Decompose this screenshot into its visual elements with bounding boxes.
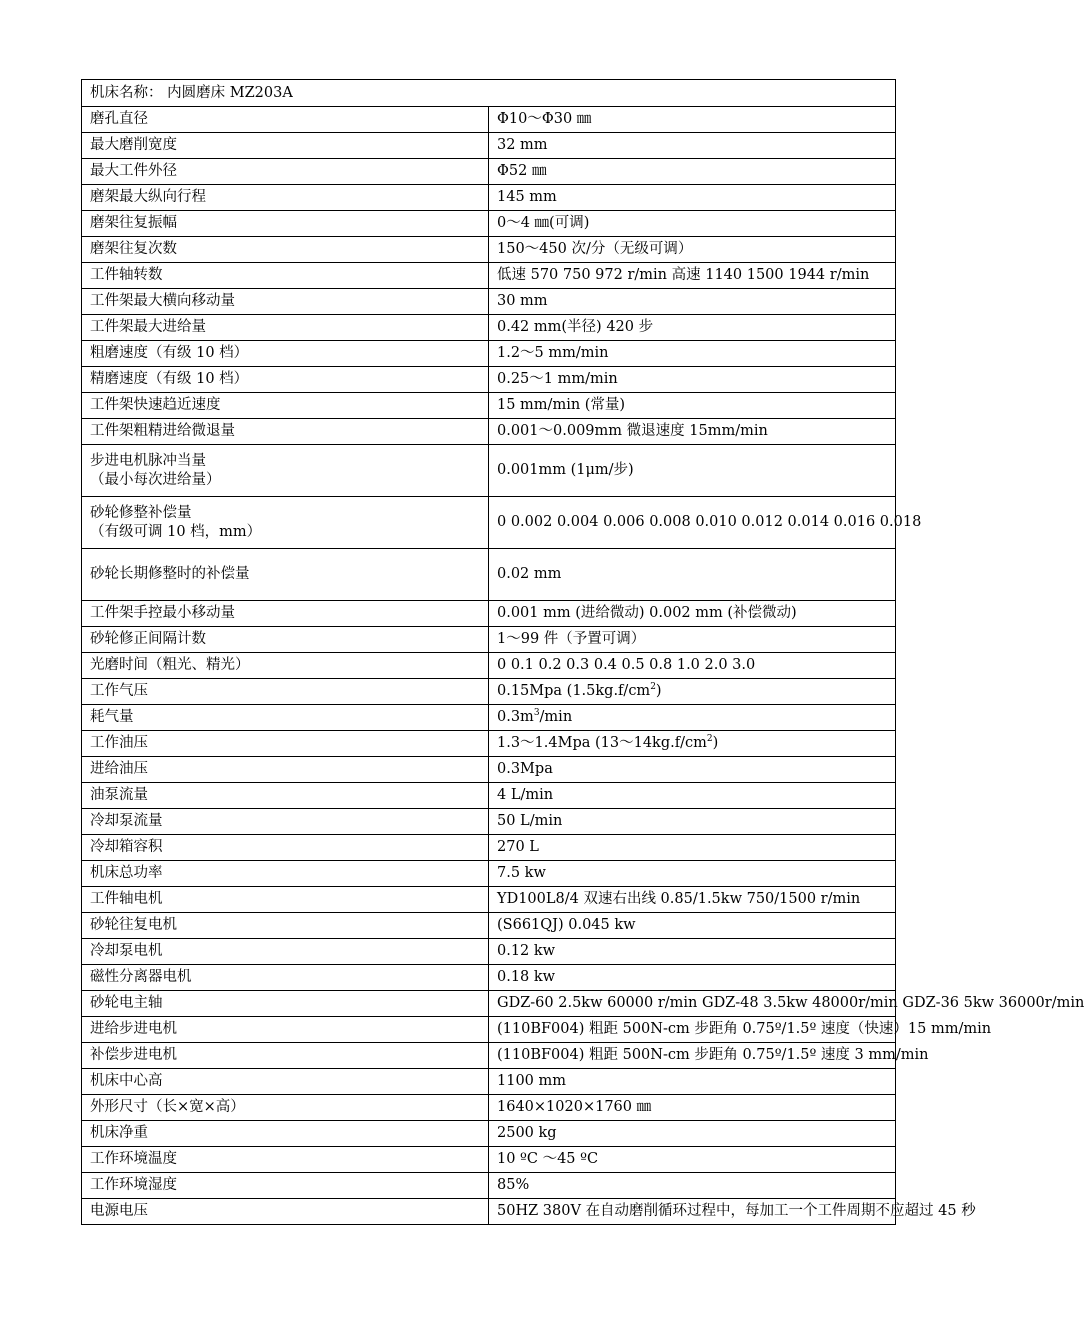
spec-label-subtext: （最小每次进给量） bbox=[90, 471, 221, 488]
spec-label bbox=[82, 237, 489, 263]
spec-label bbox=[82, 653, 489, 679]
spec-value-text: Φ52 ㎜ bbox=[497, 163, 547, 179]
superscript: 2 bbox=[650, 682, 656, 693]
spec-value-tail: /min bbox=[539, 709, 573, 725]
table-row bbox=[82, 393, 896, 419]
spec-table-body bbox=[82, 80, 1084, 1225]
spec-value bbox=[489, 159, 896, 185]
spec-value bbox=[489, 965, 896, 991]
spec-label bbox=[82, 211, 489, 237]
spec-value bbox=[489, 133, 896, 159]
spec-value-text: 0～4 ㎜(可调) bbox=[497, 215, 590, 231]
spec-value bbox=[489, 289, 896, 315]
spec-value-text: 0.15Mpa (1.5kg.f/cm bbox=[497, 683, 651, 699]
spec-value bbox=[489, 1017, 992, 1043]
spec-label bbox=[82, 809, 489, 835]
table-row bbox=[82, 1069, 896, 1095]
spec-value bbox=[489, 991, 1084, 1017]
table-row bbox=[82, 1173, 896, 1199]
spec-value bbox=[489, 419, 896, 445]
spec-label-text: 工件架最大进给量 bbox=[90, 319, 206, 335]
spec-value-text: 50 L/min bbox=[497, 813, 563, 829]
spec-label-text: 进给油压 bbox=[90, 761, 148, 777]
spec-label bbox=[82, 731, 489, 757]
spec-label bbox=[82, 1199, 489, 1225]
spec-label-text: 工作气压 bbox=[90, 683, 148, 699]
spec-label bbox=[82, 367, 489, 393]
spec-label-text: 工作环境湿度 bbox=[90, 1177, 177, 1193]
spec-label-text: 冷却泵电机 bbox=[90, 943, 163, 959]
spec-label-text: 补偿步进电机 bbox=[90, 1047, 177, 1063]
spec-value-text: (110BF004) 粗距 500N-cm 步距角 0.75º/1.5º 速度 3 mm/min bbox=[497, 1047, 929, 1063]
spec-label bbox=[82, 991, 489, 1017]
spec-value-text: 1100 mm bbox=[497, 1073, 567, 1089]
spec-value-text: 145 mm bbox=[497, 189, 557, 205]
spec-label-text: 磨孔直径 bbox=[90, 111, 148, 127]
spec-label-text: 冷却泵流量 bbox=[90, 813, 163, 829]
spec-label-text: 工作油压 bbox=[90, 735, 148, 751]
spec-value bbox=[489, 887, 896, 913]
spec-value-text: 低速 570 750 972 r/min 高速 1140 1500 1944 r/min bbox=[497, 267, 870, 283]
spec-value-text: 7.5 kw bbox=[497, 865, 546, 881]
spec-value-text: 4 L/min bbox=[497, 787, 554, 803]
spec-label bbox=[82, 393, 489, 419]
spec-value-text: 0.25～1 mm/min bbox=[497, 371, 618, 387]
spec-label-text: 工件轴电机 bbox=[90, 891, 163, 907]
spec-label bbox=[82, 705, 489, 731]
spec-label bbox=[82, 1043, 489, 1069]
table-row bbox=[82, 419, 896, 445]
spec-value-text: 50HZ 380V 在自动磨削循环过程中，每加工一个工件周期不应超过 45 秒 bbox=[497, 1203, 976, 1219]
table-row bbox=[82, 913, 896, 939]
spec-label-text: 进给步进电机 bbox=[90, 1021, 177, 1037]
spec-value bbox=[489, 835, 896, 861]
spec-label-subtext: （有级可调 10 档，mm） bbox=[90, 523, 262, 540]
table-row bbox=[82, 939, 896, 965]
spec-label bbox=[82, 315, 489, 341]
spec-label-text: 砂轮往复电机 bbox=[90, 917, 177, 933]
spec-value-text: 0.18 kw bbox=[497, 969, 556, 985]
spec-value bbox=[489, 445, 896, 497]
table-row bbox=[82, 601, 896, 627]
table-row bbox=[82, 783, 896, 809]
spec-label-text: 磨架最大纵向行程 bbox=[90, 189, 206, 205]
spec-value-text: 0 0.002 0.004 0.006 0.008 0.010 0.012 0.014 0.016 0.018 bbox=[497, 514, 922, 530]
table-row bbox=[82, 965, 896, 991]
spec-value bbox=[489, 861, 896, 887]
spec-label bbox=[82, 497, 489, 549]
spec-label bbox=[82, 1095, 489, 1121]
spec-value-tail: ) bbox=[712, 735, 719, 751]
spec-value-text: 1.2～5 mm/min bbox=[497, 345, 609, 361]
spec-label bbox=[82, 1121, 489, 1147]
spec-label-text: 磨架往复振幅 bbox=[90, 215, 177, 231]
table-row bbox=[82, 1017, 896, 1043]
spec-label-text: 冷却箱容积 bbox=[90, 839, 163, 855]
spec-label-text: 工件架快速趋近速度 bbox=[90, 397, 221, 413]
spec-value-tail: ) bbox=[655, 683, 662, 699]
spec-label-text: 机床中心高 bbox=[90, 1073, 163, 1089]
table-row bbox=[82, 159, 896, 185]
spec-label bbox=[82, 627, 489, 653]
table-row bbox=[82, 861, 896, 887]
table-row bbox=[82, 757, 896, 783]
spec-label-text: 工件架手控最小移动量 bbox=[90, 605, 235, 621]
table-row bbox=[82, 731, 896, 757]
spec-value bbox=[489, 783, 896, 809]
spec-label bbox=[82, 1173, 489, 1199]
table-row bbox=[82, 211, 896, 237]
table-row bbox=[82, 835, 896, 861]
spec-value bbox=[489, 1199, 976, 1225]
spec-value bbox=[489, 393, 896, 419]
spec-label bbox=[82, 133, 489, 159]
spec-value bbox=[489, 185, 896, 211]
spec-label-text: 精磨速度（有级 10 档） bbox=[90, 371, 249, 387]
spec-value-text: 1640×1020×1760 ㎜ bbox=[497, 1099, 652, 1115]
table-row bbox=[82, 107, 896, 133]
spec-label-text: 电源电压 bbox=[90, 1203, 148, 1219]
spec-label bbox=[82, 1069, 489, 1095]
table-row bbox=[82, 445, 896, 497]
spec-label-text: 粗磨速度（有级 10 档） bbox=[90, 345, 249, 361]
spec-label bbox=[82, 835, 489, 861]
spec-label-text: 工作环境温度 bbox=[90, 1151, 177, 1167]
spec-label-text: 磨架往复次数 bbox=[90, 241, 177, 257]
table-row bbox=[82, 653, 896, 679]
spec-value bbox=[489, 939, 896, 965]
spec-value bbox=[489, 107, 896, 133]
spec-label-text: 工件架粗精进给微退量 bbox=[90, 423, 235, 439]
spec-value bbox=[489, 315, 896, 341]
superscript: 2 bbox=[706, 734, 713, 745]
spec-value bbox=[489, 1043, 929, 1069]
spec-label-text: 工件轴转数 bbox=[90, 267, 163, 283]
spec-label-text: 砂轮修正间隔计数 bbox=[90, 631, 206, 647]
spec-label bbox=[82, 887, 489, 913]
spec-value bbox=[489, 705, 896, 731]
table-row bbox=[82, 627, 896, 653]
spec-value bbox=[489, 1147, 896, 1173]
spec-label-text: 工件架最大横向移动量 bbox=[90, 293, 235, 309]
table-row bbox=[82, 1043, 896, 1069]
spec-value bbox=[489, 731, 896, 757]
spec-value bbox=[489, 809, 896, 835]
spec-value bbox=[489, 653, 896, 679]
spec-value bbox=[489, 1095, 896, 1121]
spec-value-text: 0.12 kw bbox=[497, 943, 556, 959]
spec-label bbox=[82, 107, 489, 133]
spec-value bbox=[489, 237, 896, 263]
spec-value-text: GDZ-60 2.5kw 60000 r/min GDZ-48 3.5kw 48000r/min GDZ-36 5kw 36000r/min bbox=[497, 995, 1084, 1011]
table-row bbox=[82, 133, 896, 159]
spec-value bbox=[489, 549, 896, 601]
spec-value bbox=[489, 497, 922, 549]
spec-value-text: 30 mm bbox=[497, 293, 548, 309]
spec-value-text: (S661QJ) 0.045 kw bbox=[497, 917, 636, 933]
spec-value-text: 270 L bbox=[497, 839, 539, 855]
spec-value-text: 15 mm/min (常量) bbox=[497, 397, 626, 413]
spec-value-text: 150～450 次/分（无级可调） bbox=[497, 241, 693, 257]
spec-value bbox=[489, 341, 896, 367]
spec-value bbox=[489, 913, 896, 939]
table-row bbox=[82, 1095, 896, 1121]
spec-label bbox=[82, 341, 489, 367]
spec-label-text: 最大磨削宽度 bbox=[90, 137, 177, 153]
spec-label-text: 耗气量 bbox=[90, 709, 134, 725]
spec-label bbox=[82, 679, 489, 705]
table-row bbox=[82, 679, 896, 705]
table-row bbox=[82, 549, 896, 601]
table-row bbox=[82, 315, 896, 341]
spec-label bbox=[82, 549, 489, 601]
spec-value bbox=[489, 211, 896, 237]
table-row bbox=[82, 1147, 896, 1173]
spec-value-text: 0.001 mm (进给微动) 0.002 mm (补偿微动) bbox=[497, 605, 797, 621]
spec-label bbox=[82, 965, 489, 991]
table-row bbox=[82, 289, 896, 315]
spec-label-text: 外形尺寸（长×宽×高） bbox=[90, 1099, 245, 1115]
spec-label-text: 机床总功率 bbox=[90, 865, 163, 881]
spec-value-text: 0.02 mm bbox=[497, 566, 562, 582]
spec-value bbox=[489, 263, 896, 289]
spec-value bbox=[489, 679, 896, 705]
table-row bbox=[82, 367, 896, 393]
table-row bbox=[82, 705, 896, 731]
table-row bbox=[82, 497, 896, 549]
table-row bbox=[82, 809, 896, 835]
spec-label bbox=[82, 419, 489, 445]
spec-value-text: 32 mm bbox=[497, 137, 548, 153]
table-row bbox=[82, 185, 896, 211]
table-row bbox=[82, 237, 896, 263]
table-row bbox=[82, 263, 896, 289]
spec-label bbox=[82, 159, 489, 185]
spec-value-text: 10 ºC ～45 ºC bbox=[497, 1151, 599, 1167]
spec-label bbox=[82, 861, 489, 887]
spec-label bbox=[82, 185, 489, 211]
spec-value-text: 0 0.1 0.2 0.3 0.4 0.5 0.8 1.0 2.0 3.0 bbox=[497, 657, 756, 673]
spec-label-text: 砂轮电主轴 bbox=[90, 995, 163, 1011]
superscript: 3 bbox=[533, 708, 540, 719]
spec-label bbox=[82, 289, 489, 315]
spec-value bbox=[489, 627, 896, 653]
spec-label-text: 砂轮修整补偿量 bbox=[90, 504, 192, 521]
machine-name-cell: 机床名称： 内圆磨床 MZ203A bbox=[82, 80, 896, 107]
spec-label bbox=[82, 913, 489, 939]
spec-value-text: (110BF004) 粗距 500N-cm 步距角 0.75º/1.5º 速度（快速）15 mm/min bbox=[497, 1021, 992, 1037]
spec-label bbox=[82, 939, 489, 965]
spec-label bbox=[82, 445, 489, 497]
spec-value-text: 0.001mm (1μm/步) bbox=[497, 462, 634, 478]
spec-label bbox=[82, 757, 489, 783]
spec-value-text: 2500 kg bbox=[497, 1125, 557, 1141]
spec-label bbox=[82, 601, 489, 627]
table-row bbox=[82, 1121, 896, 1147]
spec-label-text: 砂轮长期修整时的补偿量 bbox=[90, 566, 250, 582]
spec-label-text: 最大工件外径 bbox=[90, 163, 177, 179]
spec-value-text: 0.001～0.009mm 微退速度 15mm/min bbox=[497, 423, 768, 439]
spec-label-text: 步进电机脉冲当量 bbox=[90, 452, 206, 469]
spec-label-text: 磁性分离器电机 bbox=[90, 969, 192, 985]
spec-value-text: 1.3～1.4Mpa (13～14kg.f/cm bbox=[497, 735, 707, 751]
table-row bbox=[82, 887, 896, 913]
table-row bbox=[82, 1199, 896, 1225]
spec-label-text: 油泵流量 bbox=[90, 787, 148, 803]
spec-label-text: 机床净重 bbox=[90, 1125, 148, 1141]
table-row bbox=[82, 341, 896, 367]
spec-value-text: Φ10～Φ30 ㎜ bbox=[497, 111, 592, 127]
table-row bbox=[82, 991, 896, 1017]
spec-value bbox=[489, 1173, 896, 1199]
spec-value-text: 0.3m bbox=[497, 709, 534, 725]
spec-value-text: YD100L8/4 双速右出线 0.85/1.5kw 750/1500 r/min bbox=[497, 891, 861, 907]
spec-value-text: 85% bbox=[497, 1177, 530, 1193]
machine-spec-table bbox=[81, 79, 1084, 1225]
spec-label-text: 光磨时间（粗光、精光） bbox=[90, 657, 250, 673]
spec-value bbox=[489, 1121, 896, 1147]
spec-value bbox=[489, 601, 896, 627]
spec-value bbox=[489, 757, 896, 783]
title-row bbox=[82, 80, 896, 107]
spec-value-text: 1～99 件（予置可调） bbox=[497, 631, 646, 647]
spec-label bbox=[82, 1017, 489, 1043]
spec-value bbox=[489, 1069, 896, 1095]
spec-value bbox=[489, 367, 896, 393]
spec-value-text: 0.42 mm(半径) 420 步 bbox=[497, 319, 654, 335]
spec-label bbox=[82, 1147, 489, 1173]
spec-value-text: 0.3Mpa bbox=[497, 761, 553, 777]
spec-label bbox=[82, 263, 489, 289]
spec-label bbox=[82, 783, 489, 809]
